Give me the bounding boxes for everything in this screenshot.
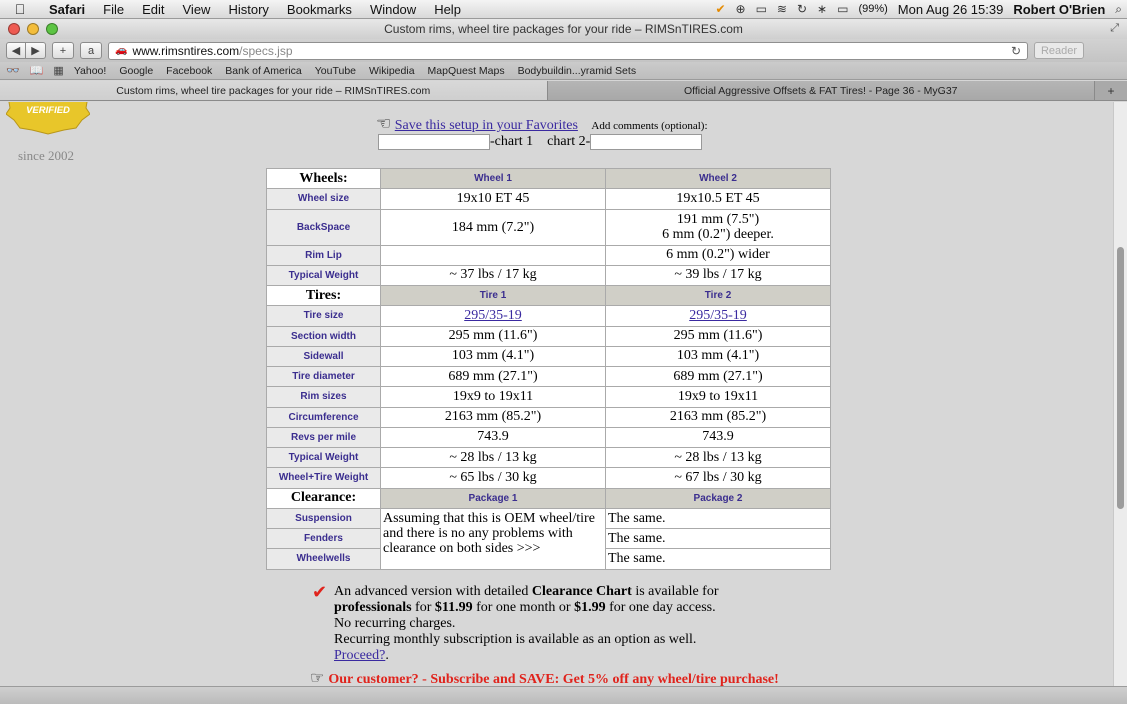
menu-edit[interactable]: Edit <box>142 1 165 17</box>
row-label: Tire size <box>267 306 381 326</box>
cell-value: 103 mm (4.1") <box>606 346 831 366</box>
promo-line-1: An advanced version with detailed Clearance Chart is available for <box>334 584 719 599</box>
cell-value: ~ 37 lbs / 17 kg <box>381 265 606 285</box>
menu-history[interactable]: History <box>228 1 269 17</box>
cell-value: 295 mm (11.6") <box>606 326 831 346</box>
wheel2-header: Wheel 2 <box>606 169 831 189</box>
cell-value: The same. <box>606 529 831 549</box>
cell-value: 19x10.5 ET 45 <box>606 189 831 209</box>
table-row <box>267 265 831 285</box>
row-label: Circumference <box>267 407 381 427</box>
table-row <box>267 367 831 387</box>
add-bookmark-button[interactable]: + <box>52 42 74 59</box>
table-row <box>267 346 831 366</box>
vertical-scrollbar[interactable] <box>1113 102 1127 686</box>
comments-row <box>378 134 702 150</box>
reader-button[interactable]: Reader <box>1034 42 1084 59</box>
red-check-icon: ✔ <box>312 582 328 602</box>
chart1-label: -chart 1 <box>490 134 534 149</box>
row-label: BackSpace <box>267 209 381 245</box>
battery-percent: (99%) <box>858 2 888 15</box>
cell-value: 295 mm (11.6") <box>381 326 606 346</box>
cell-value: 6 mm (0.2") wider <box>606 245 831 265</box>
back-button[interactable]: ◀ <box>6 42 26 59</box>
tab-myg37[interactable]: Official Aggressive Offsets & FAT Tires! - Page 36 - MyG37 <box>548 81 1096 100</box>
browser-toolbar <box>0 39 1127 62</box>
menu-window[interactable]: Window <box>369 1 417 17</box>
bookmark-yahoo[interactable]: Yahoo! <box>73 64 107 77</box>
spec-table <box>266 168 831 570</box>
proceed-link[interactable]: Proceed? <box>334 648 386 663</box>
menu-help[interactable]: Help <box>434 1 461 17</box>
close-window-button[interactable] <box>8 23 20 35</box>
user-name[interactable]: Robert O'Brien <box>1013 1 1106 17</box>
cell-value: 689 mm (27.1") <box>606 367 831 387</box>
sync-icon[interactable]: ⊕ <box>735 1 746 16</box>
menu-app[interactable]: Safari <box>49 1 86 17</box>
time-machine-icon[interactable]: ↻ <box>796 1 808 16</box>
row-label: Sidewall <box>267 346 381 366</box>
chart2-label: chart 2- <box>547 134 591 149</box>
row-label: Wheel+Tire Weight <box>267 468 381 488</box>
window-title-bar <box>0 19 1127 39</box>
wheels-section-title: Wheels: <box>267 169 381 189</box>
promo-line-5: Proceed?. <box>334 648 389 663</box>
amazon-extension-button[interactable]: a <box>80 42 102 59</box>
row-label: Rim Lip <box>267 245 381 265</box>
forward-button[interactable]: ▶ <box>26 42 46 59</box>
row-label: Wheelwells <box>267 549 381 569</box>
row-label: Wheel size <box>267 189 381 209</box>
apple-icon[interactable] <box>0 1 40 17</box>
row-label: Fenders <box>267 529 381 549</box>
table-row <box>267 407 831 427</box>
row-label: Typical Weight <box>267 265 381 285</box>
norton-check-icon[interactable]: ✔ <box>715 1 726 16</box>
tires-section-title: Tires: <box>267 286 381 306</box>
reading-list-icon[interactable]: 👓 <box>6 65 20 77</box>
package2-header: Package 2 <box>606 488 831 508</box>
display-icon[interactable]: ▭ <box>755 1 767 16</box>
verified-seal <box>6 102 90 136</box>
cell-value: 19x9 to 19x11 <box>381 387 606 407</box>
minimize-window-button[interactable] <box>27 23 39 35</box>
menu-bar <box>0 0 1127 19</box>
menu-file[interactable]: File <box>103 1 125 17</box>
cell-value: The same. <box>606 508 831 528</box>
row-label: Typical Weight <box>267 448 381 468</box>
page-content <box>0 102 1113 686</box>
tire2-size-link[interactable]: 295/35-19 <box>689 307 747 323</box>
row-label: Suspension <box>267 508 381 528</box>
wheel1-header: Wheel 1 <box>381 169 606 189</box>
table-row <box>267 306 831 326</box>
promo-line-3: No recurring charges. <box>334 616 456 631</box>
table-row <box>267 189 831 209</box>
bookmark-mapquest[interactable]: MapQuest Maps <box>427 64 505 77</box>
bookmark-bodybuilding[interactable]: Bodybuildin...yramid Sets <box>517 64 637 77</box>
reload-icon[interactable]: ↻ <box>1010 43 1021 58</box>
bookmark-youtube[interactable]: YouTube <box>314 64 357 77</box>
pointing-hand-icon: ☞ <box>310 670 325 686</box>
site-favicon: 🚗 <box>115 45 128 56</box>
save-setup-row <box>376 114 796 134</box>
bookmark-facebook[interactable]: Facebook <box>166 64 213 77</box>
add-comments-label: Add comments (optional): <box>591 120 708 132</box>
cell-value: 19x10 ET 45 <box>381 189 606 209</box>
menu-bookmarks[interactable]: Bookmarks <box>286 1 352 17</box>
cell-value <box>381 306 606 326</box>
tire1-header: Tire 1 <box>381 286 606 306</box>
top-sites-grid-icon[interactable]: ▦ <box>53 65 64 77</box>
scrollbar-thumb[interactable] <box>1117 247 1124 509</box>
wheels-header-row <box>267 169 831 189</box>
subscribe-cta[interactable] <box>310 668 779 686</box>
cell-value: 19x9 to 19x11 <box>606 387 831 407</box>
url-path: /specs.jsp <box>239 43 293 58</box>
battery-icon[interactable]: ▭ <box>837 1 849 16</box>
bookmarks-book-icon[interactable]: 📖 <box>29 65 44 77</box>
url-host: www.rimsntires.com <box>132 43 240 58</box>
window-title: Custom rims, wheel tire packages for your ride – RIMSnTIRES.com <box>384 22 743 36</box>
cell-value: ~ 65 lbs / 30 kg <box>381 468 606 488</box>
cell-value <box>606 209 831 245</box>
table-row <box>267 448 831 468</box>
table-row <box>267 508 831 528</box>
table-row <box>267 468 831 488</box>
tire1-size-link[interactable]: 295/35-19 <box>464 307 522 323</box>
table-row <box>267 387 831 407</box>
since-year: since 2002 <box>18 148 74 163</box>
table-row <box>267 427 831 447</box>
cell-value: ~ 67 lbs / 30 kg <box>606 468 831 488</box>
bookmark-wikipedia[interactable]: Wikipedia <box>369 64 415 77</box>
menu-view[interactable]: View <box>182 1 211 17</box>
save-favorites-link[interactable]: Save this setup in your Favorites <box>394 118 578 133</box>
pointing-hand-icon: ☜ <box>376 114 392 133</box>
promo-line-4: Recurring monthly subscription is available as an option as well. <box>334 632 697 647</box>
cell-value: 2163 mm (85.2") <box>606 407 831 427</box>
cell-value: 2163 mm (85.2") <box>381 407 606 427</box>
backspace-wheel2: 191 mm (7.5") <box>676 212 760 227</box>
cell-value: 689 mm (27.1") <box>381 367 606 387</box>
tab-rimsntires[interactable]: Custom rims, wheel tire packages for your ride – RIMSnTIRES.com <box>0 81 548 100</box>
subscribe-cta-text[interactable]: Our customer? - Subscribe and SAVE: Get 5% off any wheel/tire purchase! <box>328 672 779 686</box>
backspace-diff: 6 mm (0.2") deeper. <box>662 227 774 242</box>
cell-value: 743.9 <box>381 427 606 447</box>
verified-seal-text: VERIFIED <box>26 105 70 116</box>
promo-line-2: professionals for $11.99 for one month or $1.99 for one day access. <box>334 600 716 615</box>
zoom-window-button[interactable] <box>46 23 58 35</box>
row-label: Rim sizes <box>267 387 381 407</box>
bluetooth-icon[interactable]: ∗ <box>817 1 828 16</box>
clock[interactable]: Mon Aug 26 15:39 <box>897 1 1004 17</box>
cell-value: 743.9 <box>606 427 831 447</box>
new-tab-icon[interactable]: + <box>1107 83 1115 98</box>
status-bar <box>0 686 1127 704</box>
cell-value: ~ 39 lbs / 17 kg <box>606 265 831 285</box>
promo-block <box>312 584 832 664</box>
clearance-header-row <box>267 488 831 508</box>
cell-value: ~ 28 lbs / 13 kg <box>381 448 606 468</box>
table-row <box>267 326 831 346</box>
cell-value: The same. <box>606 549 831 569</box>
bookmark-bank-of-america[interactable]: Bank of America <box>225 64 302 77</box>
clearance-note: Assuming that this is OEM wheel/tire and there is no any problems with clearance on both sides >>> <box>381 508 606 569</box>
cell-value: 184 mm (7.2") <box>381 209 606 245</box>
row-label: Section width <box>267 326 381 346</box>
clearance-section-title: Clearance: <box>267 488 381 508</box>
tab-bar <box>0 81 1127 101</box>
bookmark-google[interactable]: Google <box>119 64 154 77</box>
row-label: Tire diameter <box>267 367 381 387</box>
chart1-comment-input[interactable] <box>378 134 490 150</box>
cell-value: 103 mm (4.1") <box>381 346 606 366</box>
fullscreen-icon[interactable]: ⤢ <box>1110 22 1119 34</box>
tire2-header: Tire 2 <box>606 286 831 306</box>
table-row <box>267 245 831 265</box>
cell-value <box>606 306 831 326</box>
spotlight-search-icon[interactable]: ⌕ <box>1115 1 1122 16</box>
address-bar[interactable] <box>108 42 1028 60</box>
cell-value: ~ 28 lbs / 13 kg <box>606 448 831 468</box>
cell-value <box>381 245 606 265</box>
bookmarks-bar <box>0 62 1127 80</box>
row-label: Revs per mile <box>267 427 381 447</box>
chart2-comment-input[interactable] <box>590 134 702 150</box>
wifi-icon[interactable]: ≋ <box>776 1 787 16</box>
package1-header: Package 1 <box>381 488 606 508</box>
table-row <box>267 209 831 245</box>
tires-header-row <box>267 286 831 306</box>
